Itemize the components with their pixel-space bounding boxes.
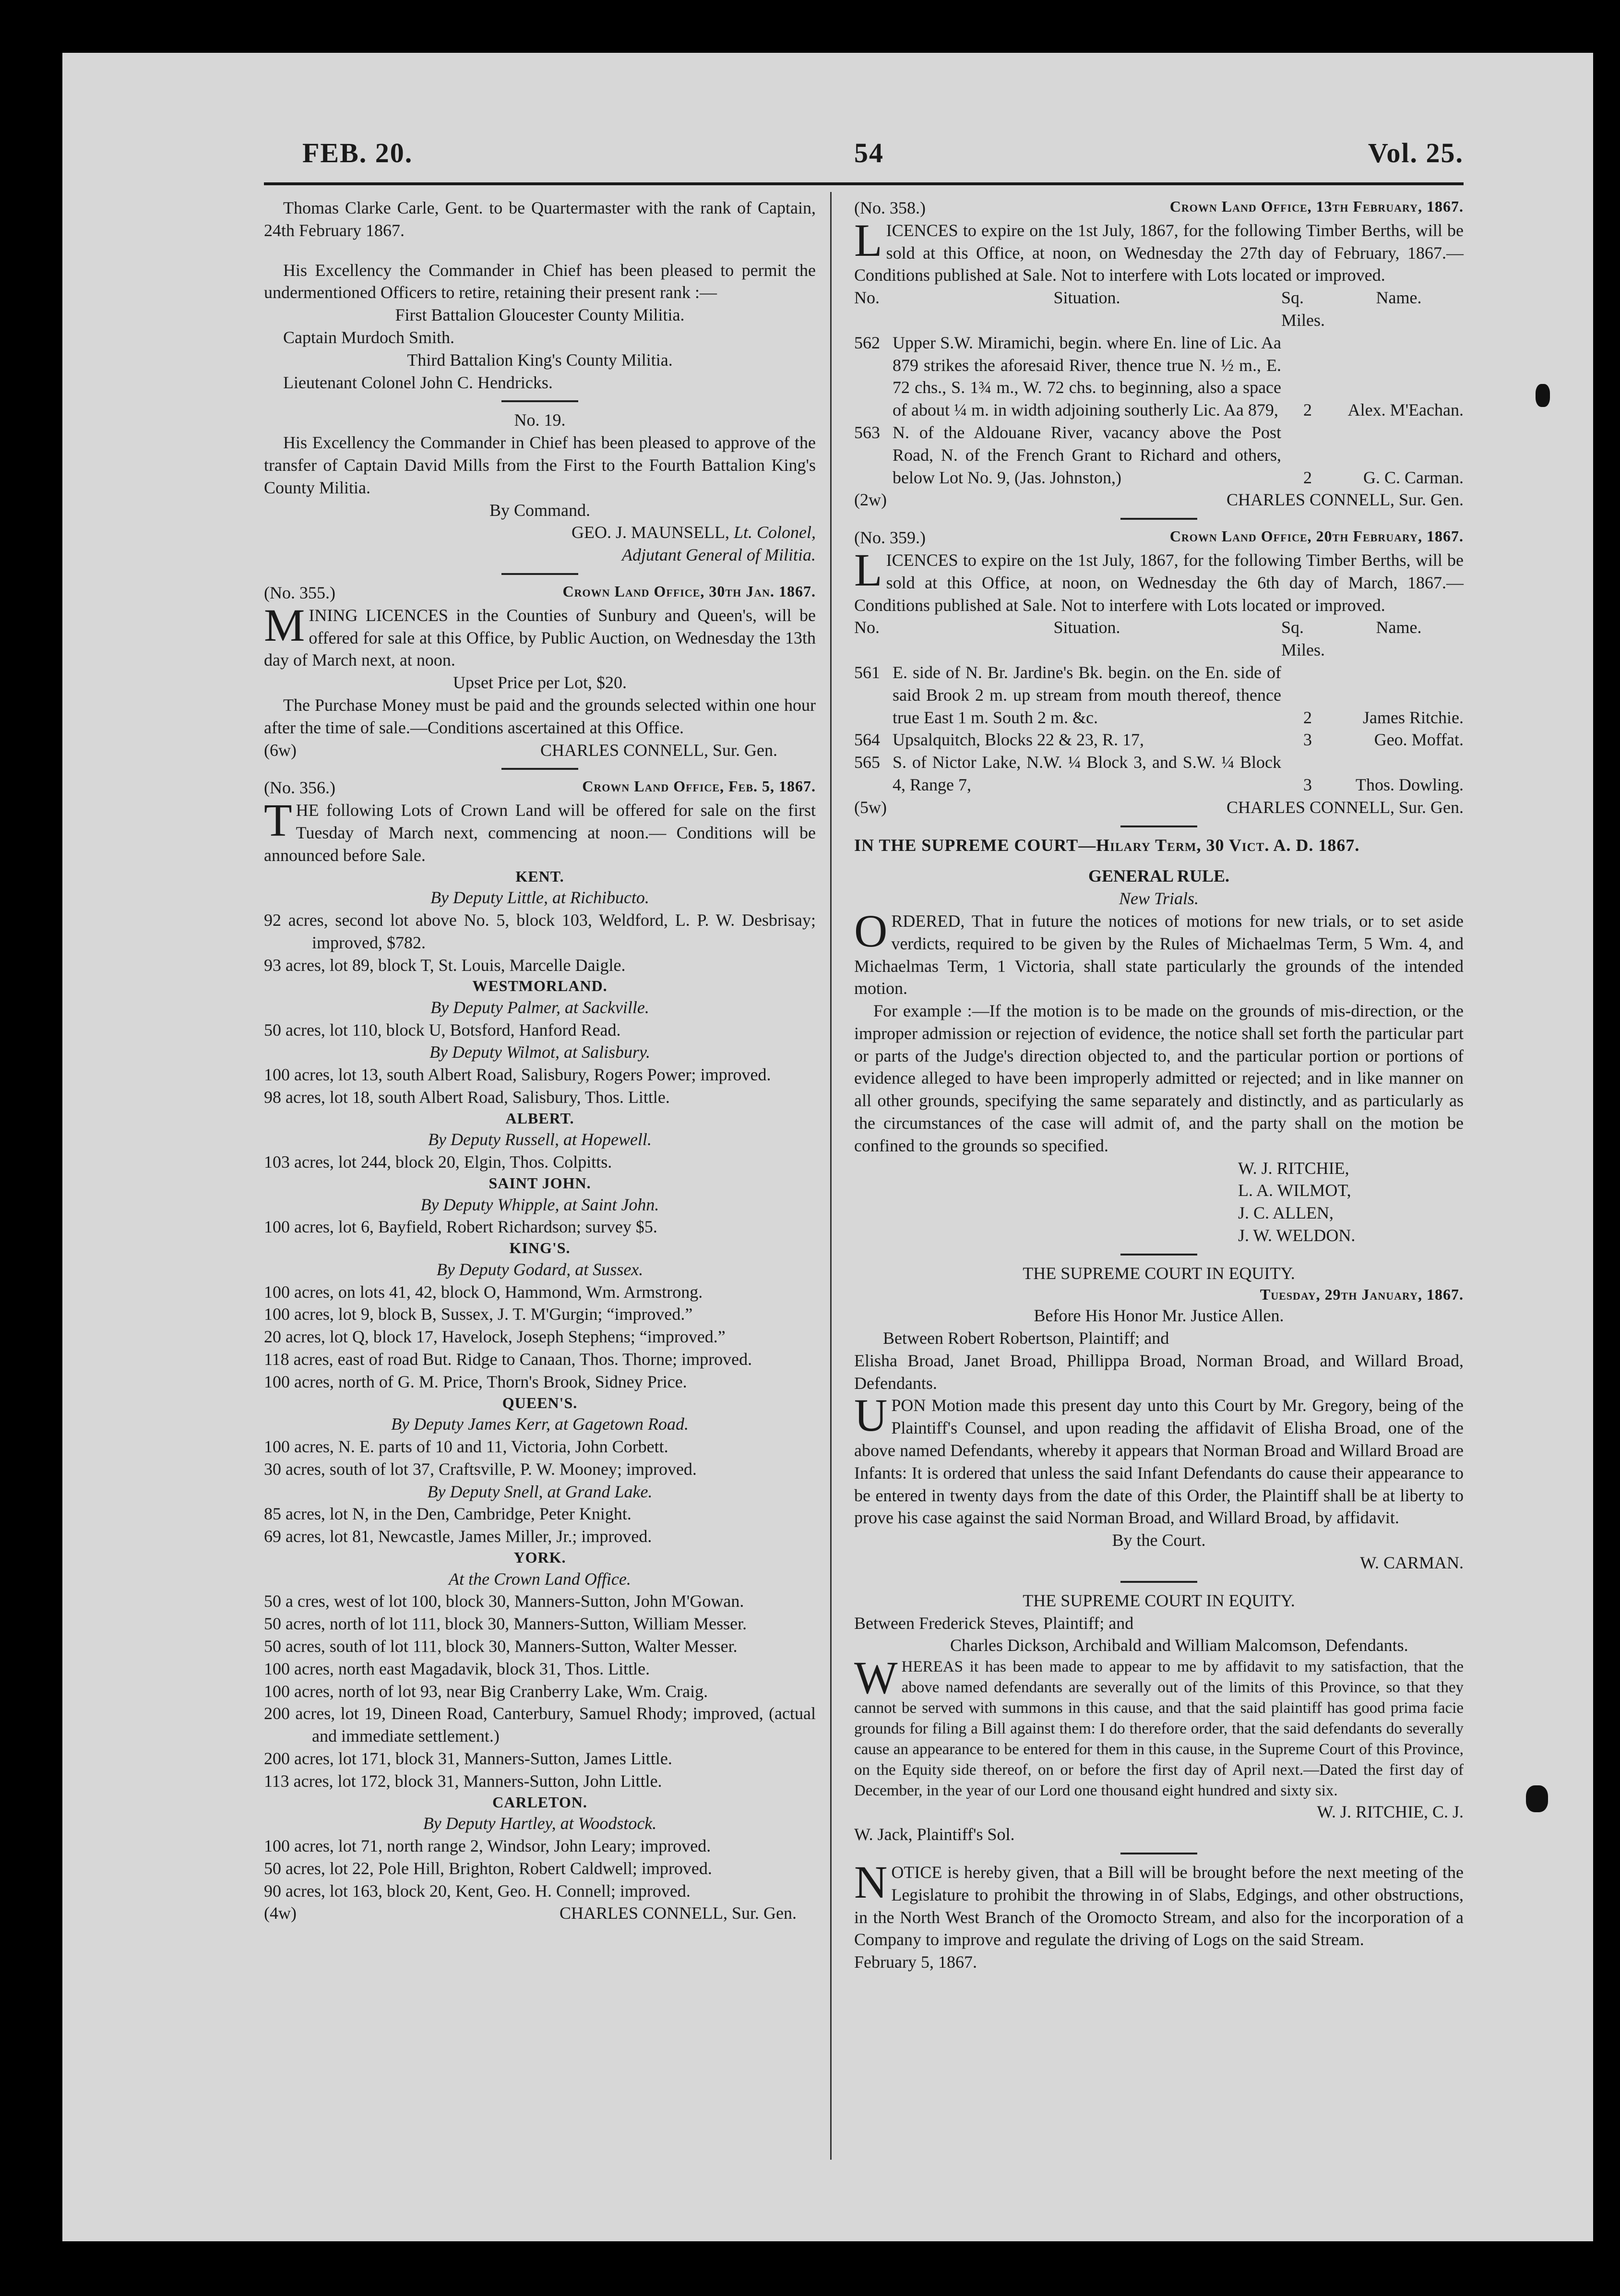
notice-body: MINING LICENCES in the Counties of Sunbury and Queen's, will be offered for sale at this Office, by Public Auction, on Wednesday the 13th day of March next, at noon.: [264, 599, 816, 670]
col-name: Name.: [1376, 618, 1422, 637]
lot-entry: 200 acres, lot 171, block 31, Manners-Sutton, James Little.: [264, 1748, 672, 1768]
lot-entry: 90 acres, lot 163, block 20, Kent, Geo. H. Connell; improved.: [264, 1881, 691, 1901]
signature: W. CARMAN.: [1360, 1553, 1464, 1573]
lot-entry: 20 acres, lot Q, block 17, Havelock, Joseph Stephens; “improved.”: [264, 1327, 726, 1347]
equity-title: THE SUPREME COURT IN EQUITY.: [1023, 1590, 1295, 1610]
judge-name: W. J. RITCHIE,: [1238, 1158, 1349, 1178]
notice-header: [854, 526, 1464, 549]
lot-entry: 50 acres, south of lot 111, block 30, Manners-Sutton, Walter Messer.: [264, 1636, 738, 1656]
notice-footer: [264, 739, 816, 762]
notice-footer: [854, 796, 1464, 819]
signature-name: GEO. J. MAUNSELL,: [571, 523, 729, 542]
right-column: [854, 197, 1464, 1973]
signature: CHARLES CONNELL, Sur. Gen.: [560, 1903, 797, 1923]
notice-header: [264, 777, 816, 799]
drop-cap: N: [854, 1856, 888, 1908]
deputy-heading: By Deputy Wilmot, at Salisbury.: [429, 1042, 650, 1062]
lot-entry: 85 acres, lot N, in the Den, Cambridge, Peter Knight.: [264, 1504, 631, 1524]
rule-title: GENERAL RULE.: [1088, 866, 1230, 886]
lot-entry: 100 acres, north of G. M. Price, Thorn's Brook, Sidney Price.: [264, 1372, 687, 1391]
signature: W. J. RITCHIE, C. J.: [1317, 1802, 1464, 1822]
drop-cap: W: [854, 1652, 898, 1704]
county-heading: YORK.: [513, 1549, 566, 1566]
deputy-heading: At the Crown Land Office.: [449, 1569, 631, 1589]
equity-parties: Between Robert Robertson, Plaintiff; and: [883, 1328, 1169, 1348]
header-date: FEB. 20.: [302, 137, 413, 168]
section-rule: [1120, 1254, 1197, 1256]
header-page-number: 54: [854, 137, 884, 168]
equity-before: Before His Honor Mr. Justice Allen.: [1034, 1306, 1284, 1326]
col-situation: Situation.: [1053, 288, 1120, 308]
drop-cap: L: [854, 214, 882, 266]
deputy-heading: By Deputy Snell, at Grand Lake.: [427, 1482, 653, 1501]
section-rule: [501, 768, 578, 770]
section-rule: [1120, 825, 1197, 827]
officer-name: Captain Murdoch Smith.: [283, 327, 454, 347]
section-rule: [501, 573, 578, 575]
notice-body: THE following Lots of Crown Land will be offered for sale on the first Tuesday of March next, commencing at noon.— Conditions will be announced before Sale.: [264, 794, 816, 865]
page-header: [302, 137, 1464, 180]
signature-title: Adjutant General of Militia.: [622, 545, 816, 565]
table-row: 564 Upsalquitch, Blocks 22 & 23, R. 17, 3 Geo. Moffat.: [854, 730, 1464, 750]
deputy-heading: By Deputy Whipple, at Saint John.: [420, 1195, 659, 1214]
rule-body: ORDERED, That in future the notices of motions for new trials, or to set aside verdicts, required to be given by the Rules of Michaelmas Term, 5 Wm. 4, and Michaelmas Term, 1 Victoria, shall state particularly the grounds of the intended motion.: [854, 905, 1464, 998]
solicitor: W. Jack, Plaintiff's Sol.: [854, 1825, 1015, 1844]
drop-cap: O: [854, 905, 888, 957]
notice-footer: [854, 489, 1464, 511]
col-no: No.: [854, 288, 880, 308]
header-volume: Vol. 25.: [1368, 137, 1464, 168]
by-command: By Command.: [489, 500, 590, 520]
judge-name: J. W. WELDON.: [1238, 1226, 1356, 1245]
lot-entry: 50 acres, lot 22, Pole Hill, Brighton, Robert Caldwell; improved.: [264, 1858, 712, 1878]
section-rule: [501, 400, 578, 402]
ink-blot: [1536, 384, 1550, 407]
signature-title: Lt. Colonel,: [733, 523, 816, 542]
insertion-code: (5w): [854, 797, 887, 817]
rule-subtitle: New Trials.: [1119, 889, 1199, 909]
ink-blot: [1526, 1785, 1548, 1812]
lot-entry: 113 acres, lot 172, block 31, Manners-Sutton, John Little.: [264, 1771, 662, 1791]
insertion-code: (6w): [264, 740, 297, 760]
notice-office: Crown Land Office, 20th February, 1867.: [1169, 527, 1464, 545]
equity-parties: Elisha Broad, Janet Broad, Phillippa Broad, Norman Broad, and Willard Broad, Defendants.: [854, 1351, 1464, 1393]
notice-office: Crown Land Office, 13th February, 1867.: [1169, 198, 1464, 215]
col-sq-miles: Sq. Miles.: [1281, 618, 1325, 660]
officer-name: Lieutenant Colonel John C. Hendricks.: [283, 372, 553, 392]
notice-number: (No. 359.): [854, 528, 926, 548]
drop-cap: M: [264, 599, 305, 651]
col-no: No.: [854, 618, 880, 637]
lot-entry: 50 acres, north of lot 111, block 30, Manners-Sutton, William Messer.: [264, 1614, 747, 1634]
lot-entry: 118 acres, east of road But. Ridge to Canaan, Thos. Thorne; improved.: [264, 1350, 752, 1369]
lot-entry: 50 a cres, west of lot 100, block 30, Manners-Sutton, John M'Gowan.: [264, 1591, 744, 1611]
county-heading: WESTMORLAND.: [472, 977, 608, 995]
lot-entry: 100 acres, on lots 41, 42, block O, Hammond, Wm. Armstrong.: [264, 1282, 703, 1302]
drop-cap: L: [854, 544, 882, 596]
notice-header: [264, 582, 816, 604]
equity-body: UPON Motion made this present day unto this Court by Mr. Gregory, being of the Plaintiff's Counsel, and upon reading the affidavit of Elisha Broad, one of the above named Defendants, whereby it appears that Norman Broad and Willard Broad are Infants: It is ordered that unless the said Infant Defendants do cause their appearance to be entered in twenty days from the date of this Order, the Plaintiff shall be at liberty to prove his case against the said Norman Broad, and Willard Broad, by affidavit.: [854, 1389, 1464, 1528]
county-heading: KENT.: [515, 867, 564, 885]
header-rule: [264, 182, 1464, 185]
lot-entry: 100 acres, lot 13, south Albert Road, Salisbury, Rogers Power; improved.: [264, 1065, 771, 1085]
order-number: No. 19.: [514, 410, 566, 430]
newspaper-page: [62, 53, 1593, 2241]
deputy-heading: By Deputy Godard, at Sussex.: [436, 1259, 643, 1279]
equity-parties: Charles Dickson, Archibald and William Malcomson, Defendants.: [950, 1636, 1408, 1655]
notice-date: February 5, 1867.: [854, 1952, 977, 1972]
battalion-heading: First Battalion Gloucester County Militia.: [395, 305, 685, 325]
notice-footer: [264, 1902, 816, 1925]
notice-body: NOTICE is hereby given, that a Bill will be brought before the next meeting of the Legislature to prohibit the throwing in of Slabs, Edgings, and other obstructions, in the North West Branch of the Oromocto Stream, and also for the incorporation of a Company to improve and regulate the driving of Logs on the said Stream.: [854, 1856, 1464, 1949]
court-heading: IN THE SUPREME COURT—Hilary Term, 30 Vict. A. D. 1867.: [854, 835, 1360, 855]
militia-appointment: Thomas Clarke Carle, Gent. to be Quartermaster with the rank of Captain, 24th February 1867.: [264, 198, 816, 240]
table-header: [854, 287, 1464, 332]
transfer-notice: His Excellency the Commander in Chief has been pleased to approve of the transfer of Captain David Mills from the First to the Fourth Battalion King's County Militia.: [264, 433, 816, 497]
signature: CHARLES CONNELL, Sur. Gen.: [1227, 490, 1464, 510]
lot-entry: 100 acres, N. E. parts of 10 and 11, Victoria, John Corbett.: [264, 1437, 668, 1457]
upset-price: Upset Price per Lot, $20.: [453, 673, 627, 693]
rule-example: For example :—If the motion is to be made on the grounds of mis-direction, or the improper admission or rejection of evidence, the notice shall set forth the particular part or parts of the Judge's direction objected to, and the particular portion or portions of evidence alleged to have been improperly admitted or rejected; and in like manner on all other grounds, specifying the same separately and distinctly, and as particularly as the circumstances of the case will admit of, and the party shall on the motion be confined to the grounds so specified.: [854, 1001, 1464, 1155]
equity-body: WHEREAS it has been made to appear to me by affidavit to my satisfaction, that the above named defendants are severally out of the limits of this Province, so that they cannot be served with summons in this cause, and that the said plaintiff has good prima facie grounds for filing a Bill against them: I do therefore order, that the said defendants do severally cause an appearance to be entered for them in this cause, in the Supreme Court of this Province, on the Equity side thereof, on or before the first day of April next.—Dated the first day of December, in the year of our Lord one thousand eight hundred and sixty six.: [854, 1652, 1464, 1799]
lot-entry: 30 acres, south of lot 37, Craftsville, P. W. Mooney; improved.: [264, 1459, 697, 1479]
judge-name: J. C. ALLEN,: [1238, 1203, 1334, 1223]
deputy-heading: By Deputy Hartley, at Woodstock.: [423, 1814, 657, 1833]
table-row: 563 N. of the Aldouane River, vacancy above the Post Road, N. of the French Grant to Richard and others, below Lot No. 9, (Jas. Johnston,) 2 G. C. Carman.: [854, 422, 1464, 487]
section-rule: [1120, 1853, 1197, 1854]
notice-body: LICENCES to expire on the 1st July, 1867, for the following Timber Berths, will be sold at this Office, at noon, on Wednesday the 27th day of February, 1867.—Conditions published at Sale. Not to interfere with Lots located or improved.: [854, 214, 1464, 285]
county-heading: ALBERT.: [505, 1109, 574, 1127]
notice-number: (No. 355.): [264, 583, 335, 602]
county-heading: QUEEN'S.: [502, 1394, 578, 1411]
section-rule: [1120, 518, 1197, 520]
notice-office: Crown Land Office, Feb. 5, 1867.: [582, 777, 816, 795]
lot-entry: 103 acres, lot 244, block 20, Elgin, Thos. Colpitts.: [264, 1152, 612, 1172]
county-heading: CARLETON.: [492, 1793, 587, 1811]
notice-number: (No. 358.): [854, 198, 926, 217]
lot-entry: 92 acres, second lot above No. 5, block 103, Weldford, L. P. W. Desbrisay; improved, $782.: [264, 910, 816, 952]
county-heading: KING'S.: [509, 1239, 571, 1257]
equity-date: Tuesday, 29th January, 1867.: [1260, 1285, 1464, 1303]
col-situation: Situation.: [1053, 618, 1120, 637]
lot-entry: 100 acres, lot 71, north range 2, Windsor, John Leary; improved.: [264, 1836, 711, 1855]
lot-entry: 93 acres, lot 89, block T, St. Louis, Marcelle Daigle.: [264, 955, 626, 975]
table-row: 562 Upper S.W. Miramichi, begin. where En. line of Lic. Aa 879 strikes the aforesaid River, thence true N. ½ m., E. 72 chs., S. 1¾ m., W. 72 chs. to beginning, also a space of about ¼ m. in width adjoining southerly Lic. Aa 879, 2 Alex. M'Eachan.: [854, 333, 1464, 420]
section-rule: [1120, 1581, 1197, 1583]
signature: CHARLES CONNELL, Sur. Gen.: [1227, 797, 1464, 817]
equity-title: THE SUPREME COURT IN EQUITY.: [1023, 1263, 1295, 1283]
lot-entry: 100 acres, north of lot 93, near Big Cranberry Lake, Wm. Craig.: [264, 1681, 708, 1701]
table-row: 561 E. side of N. Br. Jardine's Bk. begin. on the En. side of said Brook 2 m. up stream from mouth thereof, thence true East 1 m. South 2 m. &c. 2 James Ritchie.: [854, 662, 1464, 727]
lot-entry: 69 acres, lot 81, Newcastle, James Miller, Jr.; improved.: [264, 1527, 652, 1546]
col-sq-miles: Sq. Miles.: [1281, 288, 1325, 330]
judge-name: L. A. WILMOT,: [1238, 1181, 1351, 1200]
left-column: [264, 197, 816, 1925]
battalion-heading: Third Battalion King's County Militia.: [407, 350, 673, 370]
judges-list: [854, 1157, 1464, 1247]
county-heading: SAINT JOHN.: [488, 1174, 591, 1192]
equity-parties: Between Frederick Steves, Plaintiff; and: [854, 1613, 1134, 1633]
notice-body: LICENCES to expire on the 1st July, 1867, for the following Timber Berths, will be sold at this Office, at noon, on Wednesday the 6th day of March, 1867.—Conditions published at Sale. Not to interfere with Lots located or improved.: [854, 544, 1464, 615]
table-row: 565 S. of Nictor Lake, N.W. ¼ Block 3, and S.W. ¼ Block 4, Range 7, 3 Thos. Dowling.: [854, 753, 1464, 794]
drop-cap: U: [854, 1389, 888, 1441]
signature: CHARLES CONNELL, Sur. Gen.: [540, 740, 777, 760]
insertion-code: (2w): [854, 490, 887, 510]
notice-office: Crown Land Office, 30th Jan. 1867.: [562, 582, 816, 600]
deputy-heading: By Deputy Little, at Richibucto.: [430, 888, 649, 908]
signature: [264, 521, 816, 544]
lot-entry: 100 acres, lot 6, Bayfield, Robert Richardson; survey $5.: [264, 1217, 657, 1237]
lot-entry: 50 acres, lot 110, block U, Botsford, Hanford Read.: [264, 1020, 621, 1040]
deputy-heading: By Deputy Palmer, at Sackville.: [430, 997, 649, 1017]
retirement-notice: His Excellency the Commander in Chief has been pleased to permit the undermentioned Officers to retire, retaining their present rank :—: [264, 260, 816, 302]
lot-entry: 100 acres, lot 9, block B, Sussex, J. T. M'Gurgin; “improved.”: [264, 1304, 693, 1324]
lot-entry: 100 acres, north east Magadavik, block 31, Thos. Little.: [264, 1659, 650, 1678]
deputy-heading: By Deputy Russell, at Hopewell.: [428, 1130, 652, 1149]
notice-number: (No. 356.): [264, 778, 335, 798]
deputy-heading: By Deputy James Kerr, at Gagetown Road.: [391, 1414, 689, 1434]
drop-cap: T: [264, 794, 292, 846]
insertion-code: (4w): [264, 1903, 297, 1923]
table-header: [854, 616, 1464, 661]
by-the-court: By the Court.: [1112, 1531, 1206, 1550]
notice-body: The Purchase Money must be paid and the grounds selected within one hour after the time of sale.—Conditions ascertained at this Office.: [264, 695, 816, 737]
notice-header: [854, 197, 1464, 219]
col-name: Name.: [1376, 288, 1422, 308]
lot-entry: 200 acres, lot 19, Dineen Road, Canterbury, Samuel Rhody; improved, (actual and immediate settlement.): [264, 1704, 816, 1746]
lot-entry: 98 acres, lot 18, south Albert Road, Salisbury, Thos. Little.: [264, 1088, 670, 1107]
column-divider: [830, 192, 832, 2160]
